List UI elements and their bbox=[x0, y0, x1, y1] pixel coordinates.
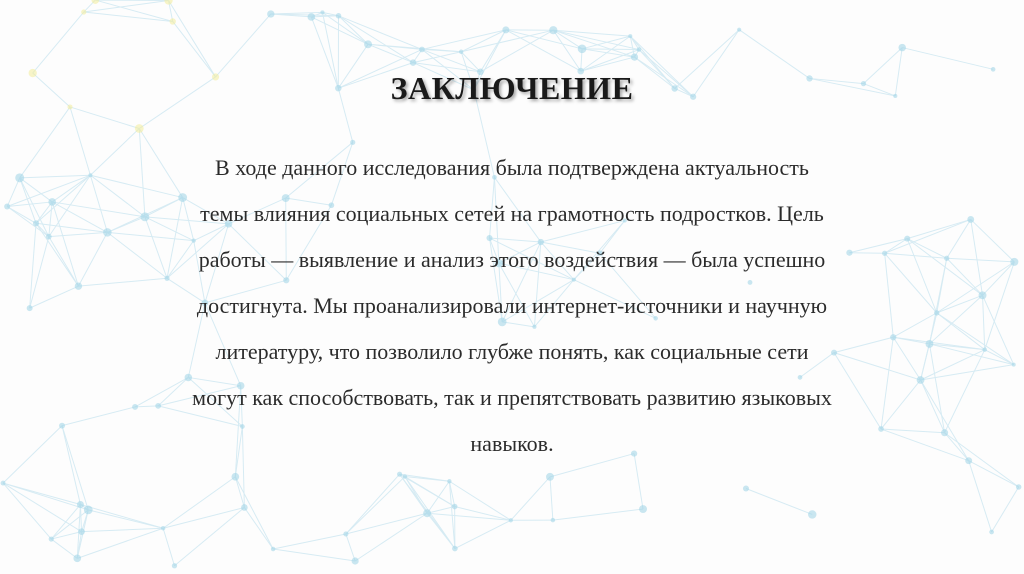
network-node bbox=[241, 504, 248, 511]
network-link bbox=[885, 219, 971, 253]
network-link bbox=[235, 477, 273, 549]
network-link bbox=[62, 426, 80, 505]
network-link bbox=[163, 528, 174, 566]
network-link bbox=[163, 477, 235, 528]
network-link bbox=[422, 30, 506, 50]
network-node bbox=[743, 485, 749, 491]
network-link bbox=[400, 474, 428, 513]
network-link bbox=[80, 504, 163, 528]
network-node bbox=[459, 50, 463, 54]
network-node bbox=[989, 530, 994, 535]
network-link bbox=[971, 219, 1015, 261]
network-node bbox=[267, 10, 274, 17]
network-link bbox=[368, 44, 422, 49]
paragraph-line: могут как способствовать, так и препятствовать развитию языковых bbox=[192, 385, 832, 410]
network-node bbox=[1, 481, 6, 486]
network-node bbox=[549, 26, 557, 34]
network-node bbox=[170, 18, 176, 24]
network-link bbox=[273, 534, 346, 549]
network-node bbox=[4, 203, 10, 209]
network-node bbox=[904, 236, 910, 242]
network-link bbox=[3, 483, 51, 539]
paragraph-line: темы влияния социальных сетей на грамотность подростков. Цель bbox=[200, 201, 824, 226]
network-link bbox=[921, 344, 930, 380]
network-link bbox=[36, 202, 52, 223]
network-node bbox=[639, 505, 647, 513]
network-link bbox=[3, 483, 82, 532]
network-link bbox=[62, 407, 135, 426]
network-node bbox=[81, 9, 86, 14]
network-node bbox=[88, 173, 92, 177]
network-node bbox=[364, 40, 372, 48]
network-link bbox=[70, 107, 90, 175]
network-link bbox=[36, 223, 78, 286]
network-node bbox=[509, 518, 513, 522]
network-link bbox=[339, 16, 369, 45]
network-node bbox=[84, 506, 93, 515]
network-node bbox=[551, 518, 556, 523]
network-link bbox=[553, 30, 580, 71]
network-link bbox=[355, 513, 427, 561]
network-node bbox=[965, 457, 972, 464]
network-node bbox=[628, 34, 632, 38]
network-link bbox=[929, 344, 984, 350]
network-link bbox=[921, 350, 985, 380]
network-link bbox=[921, 380, 945, 433]
network-link bbox=[346, 477, 405, 534]
network-link bbox=[7, 207, 36, 224]
network-link bbox=[983, 262, 1015, 295]
network-link bbox=[893, 337, 920, 380]
network-link bbox=[51, 539, 77, 558]
network-node bbox=[15, 173, 24, 182]
network-link bbox=[893, 313, 936, 337]
network-link bbox=[945, 350, 985, 433]
network-node bbox=[59, 423, 65, 429]
network-node bbox=[502, 26, 509, 33]
network-node bbox=[631, 53, 638, 60]
network-node bbox=[172, 563, 177, 568]
network-link bbox=[346, 534, 355, 561]
network-node bbox=[135, 124, 144, 133]
network-node bbox=[49, 536, 54, 541]
network-node bbox=[46, 234, 52, 240]
network-link bbox=[921, 380, 969, 461]
network-node bbox=[808, 510, 816, 518]
network-link bbox=[273, 549, 355, 561]
network-node bbox=[397, 472, 402, 477]
network-link bbox=[82, 528, 164, 531]
network-link bbox=[746, 489, 812, 515]
network-node bbox=[419, 47, 425, 53]
network-link bbox=[553, 30, 634, 57]
network-node bbox=[231, 473, 239, 481]
network-link bbox=[311, 16, 338, 17]
network-node bbox=[546, 473, 554, 481]
network-link bbox=[77, 528, 163, 558]
network-node bbox=[452, 504, 458, 510]
network-node bbox=[271, 547, 276, 552]
network-node bbox=[637, 47, 642, 52]
network-link bbox=[78, 232, 107, 286]
network-link bbox=[7, 207, 49, 237]
network-node bbox=[164, 0, 172, 5]
network-node bbox=[403, 474, 407, 478]
network-node bbox=[78, 528, 85, 535]
network-link bbox=[49, 232, 108, 236]
paragraph-line: навыков. bbox=[470, 431, 554, 456]
network-link bbox=[582, 49, 634, 57]
network-node bbox=[308, 13, 316, 21]
network-link bbox=[992, 487, 1019, 532]
network-link bbox=[49, 202, 52, 237]
conclusion-paragraph bbox=[130, 145, 894, 467]
network-node bbox=[452, 546, 458, 552]
network-node bbox=[75, 282, 82, 289]
network-link bbox=[20, 178, 52, 202]
network-node bbox=[983, 347, 987, 351]
network-link bbox=[985, 262, 1015, 350]
network-node bbox=[447, 479, 451, 483]
network-link bbox=[169, 1, 216, 77]
network-node bbox=[27, 305, 33, 311]
network-node bbox=[343, 531, 348, 536]
network-node bbox=[410, 59, 416, 65]
network-link bbox=[3, 426, 62, 483]
network-link bbox=[90, 175, 107, 232]
network-link bbox=[322, 12, 368, 44]
network-node bbox=[967, 216, 974, 223]
network-link bbox=[983, 295, 985, 349]
network-node bbox=[423, 509, 431, 517]
network-link bbox=[62, 426, 88, 510]
network-link bbox=[30, 286, 79, 308]
network-node bbox=[934, 310, 939, 315]
network-node bbox=[320, 10, 324, 14]
network-link bbox=[88, 510, 163, 528]
network-node bbox=[103, 228, 112, 237]
paragraph-line: В ходе данного исследования была подтверждена актуальность bbox=[215, 155, 809, 180]
network-link bbox=[945, 433, 1019, 487]
slide-title: ЗАКЛЮЧЕНИЕ bbox=[390, 70, 634, 106]
paragraph-line: работы — выявление и анализ этого воздействия — была успешно bbox=[198, 247, 826, 272]
network-node bbox=[1016, 484, 1021, 489]
network-link bbox=[346, 474, 400, 534]
network-link bbox=[947, 258, 1015, 262]
network-node bbox=[336, 13, 342, 19]
network-node bbox=[33, 220, 39, 226]
network-node bbox=[944, 256, 949, 261]
network-node bbox=[1012, 363, 1016, 367]
network-link bbox=[346, 513, 427, 534]
network-link bbox=[902, 48, 993, 70]
network-node bbox=[737, 28, 741, 32]
network-link bbox=[971, 219, 983, 295]
network-link bbox=[33, 12, 84, 73]
network-link bbox=[339, 16, 414, 63]
network-link bbox=[449, 481, 510, 520]
network-node bbox=[578, 44, 587, 53]
network-node bbox=[979, 291, 987, 299]
network-node bbox=[73, 555, 81, 563]
paragraph-line: литературу, что позволило глубже понять, как социальные сети bbox=[215, 339, 809, 364]
network-link bbox=[985, 350, 1014, 365]
network-link bbox=[244, 507, 273, 549]
network-node bbox=[161, 526, 165, 530]
paragraph-line: достигнута. Мы проанализировали интернет-источники и научную bbox=[196, 293, 828, 318]
network-link bbox=[70, 107, 139, 129]
network-node bbox=[77, 501, 84, 508]
network-node bbox=[898, 44, 905, 51]
network-link bbox=[84, 12, 173, 21]
network-link bbox=[455, 520, 511, 548]
network-link bbox=[20, 178, 49, 237]
network-link bbox=[929, 344, 944, 433]
network-node bbox=[917, 376, 925, 384]
network-link bbox=[52, 175, 90, 202]
network-link bbox=[20, 175, 91, 178]
network-node bbox=[926, 340, 934, 348]
network-link bbox=[36, 223, 107, 232]
network-node bbox=[352, 557, 359, 564]
network-node bbox=[48, 198, 56, 206]
network-link bbox=[553, 509, 643, 520]
network-link bbox=[20, 107, 70, 178]
network-node bbox=[1010, 258, 1018, 266]
network-link bbox=[3, 483, 88, 510]
network-node bbox=[941, 429, 948, 436]
network-link bbox=[929, 344, 1013, 365]
network-link bbox=[95, 0, 172, 21]
network-link bbox=[511, 477, 550, 520]
network-link bbox=[550, 477, 553, 520]
